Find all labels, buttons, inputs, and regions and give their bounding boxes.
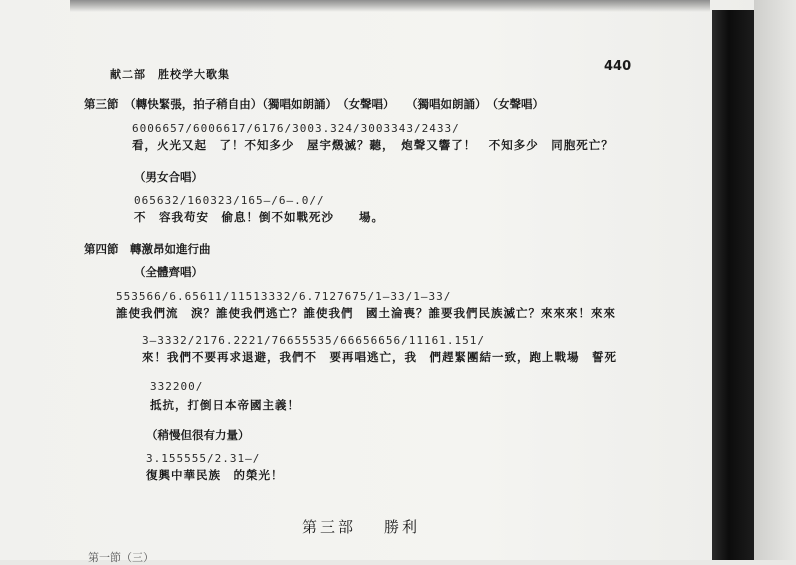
section3-notes-1: 6006657/6006617/6176/3003.324/3003343/2433/ <box>132 122 460 135</box>
section4-lyrics-2: 來！我們不要再求退避，我們不 要再唱逃亡，我 們趕緊團結一致，跑上戰場 誓死 <box>142 350 617 364</box>
section3-heading: 第三節 （轉快緊張，拍子稍自由）（獨唱如朗誦） （女聲唱） （獨唱如朗誦） （女聲唱） <box>84 97 544 111</box>
section4-lyrics-3: 抵抗，打倒日本帝國主義！ <box>150 398 300 412</box>
part3-name: 勝利 <box>384 518 421 536</box>
section3-lyrics-1: 看，火光又起 了！不知多少 屋宇燬滅？聽， 炮聲又響了！ 不知多少 同胞死亡？ <box>132 138 614 152</box>
part3-title <box>302 520 420 534</box>
section4-notes-4: 3.155555/2.31—/ <box>146 452 261 465</box>
book-spine-shadow <box>712 10 754 560</box>
top-scan-shadow <box>70 0 710 12</box>
section4-label: （全體齊唱） <box>134 265 203 279</box>
section4-notes-2: 3—3332/2176.2221/76655535/66656656/11161.151/ <box>142 334 486 347</box>
bottom-cutoff-text: 第一節（三） <box>88 551 154 564</box>
section3-lyrics-2: 不 容我苟安 偷息！倒不如戰死沙 場。 <box>134 210 384 224</box>
section4-notes-3: 332200/ <box>150 380 204 393</box>
section3-chorus-label: （男女合唱） <box>134 170 203 184</box>
section3-notes-2: 065632/160323/165—/6—.0// <box>134 194 325 207</box>
section4-lyrics-4: 復興中華民族 的榮光！ <box>146 468 284 482</box>
page-edge <box>754 0 796 560</box>
part3-label: 第三部 <box>302 518 357 536</box>
section4-slow-label: （稍慢但很有力量） <box>146 428 250 442</box>
section4-notes-1: 553566/6.65611/11513332/6.7127675/1—33/1—33/ <box>116 290 452 303</box>
running-title: 献二部 胜校学大歌集 <box>110 68 230 81</box>
section4-lyrics-1: 誰使我們流 淚？誰使我們逃亡？誰使我們 國土淪喪？誰要我們民族滅亡？來來來！來來 <box>116 306 616 320</box>
section4-heading: 第四節 轉激昂如進行曲 <box>84 242 211 256</box>
page-number: 440 <box>604 59 632 74</box>
